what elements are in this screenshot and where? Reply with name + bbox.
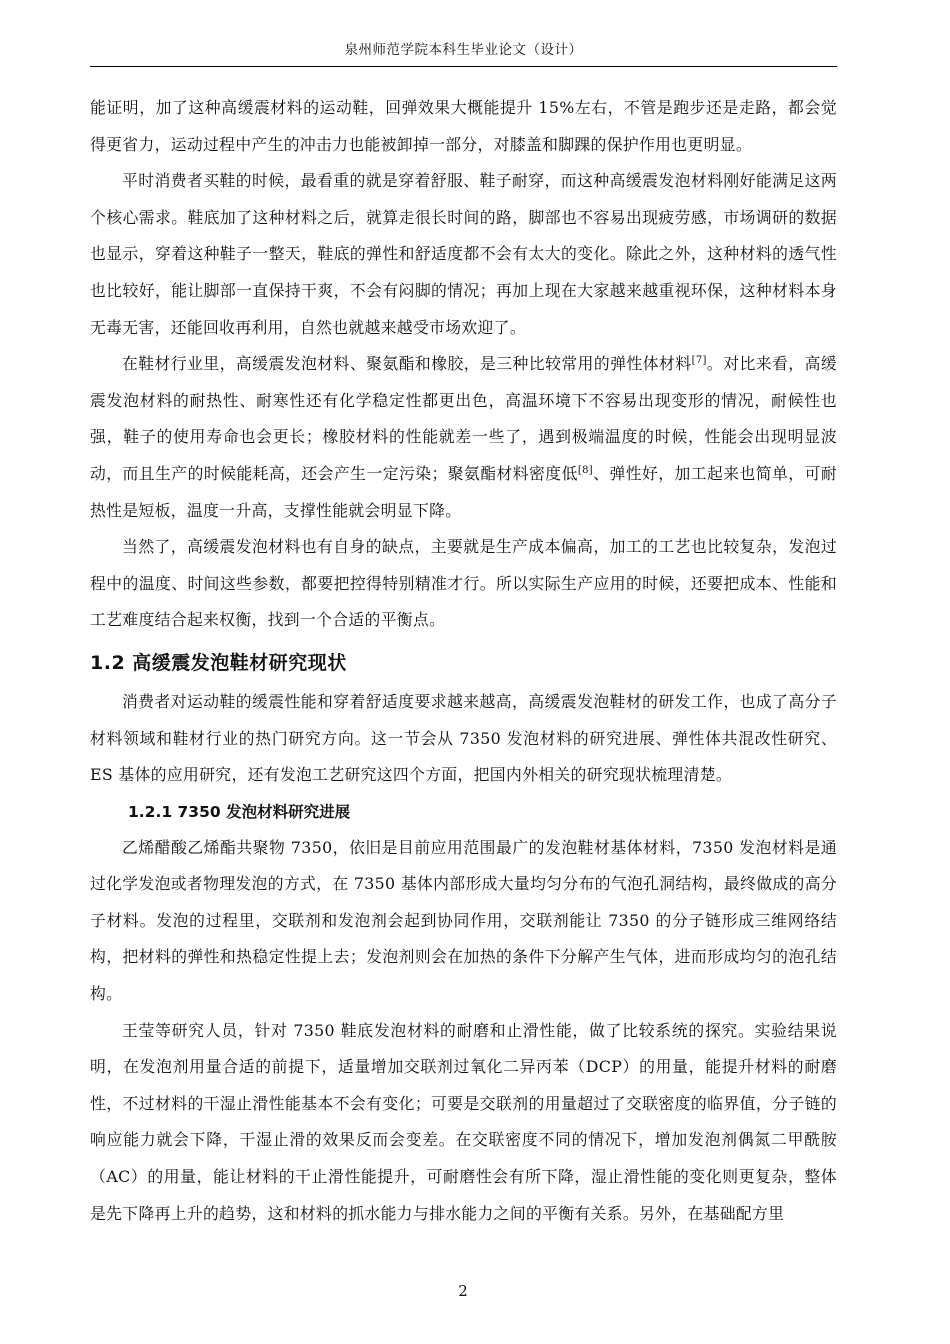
page-body bbox=[90, 90, 837, 1232]
comparison-text-part-2: 。对比来看，高缓震发泡材料的耐热性、耐寒性还有化学稳定性都更出色，高温环境下不容易出现变形的情况，耐候性也强，鞋子的使用寿命也会更长；橡胶材料的性能就差一些了，遇到极端温度的时候，性能会出现明显波动，而且生产的时候能耗高，还会产生一定污染；聚氨酯材料密度低 bbox=[90, 354, 837, 483]
paragraph-wang-ying-study: 王莹等研究人员，针对 7350 鞋底发泡材料的耐磨和止滑性能，做了比较系统的探究。实验结果说明，在发泡剂用量合适的前提下，适量增加交联剂过氧化二异丙苯（DCP）的用量，能提升材料的耐磨性，不过材料的干湿止滑性能基本不会有变化；可要是交联剂的用量超过了交联密度的临界值，分子链的响应能力就会下降，干湿止滑的效果反而会变差。在交联密度不同的情况下，增加发泡剂偶氮二甲酰胺（AC）的用量，能让材料的干止滑性能提升，可耐磨性会有所下降，湿止滑性能的变化则更复杂，整体是先下降再上升的趋势，这和材料的抓水能力与排水能力之间的平衡有关系。另外，在基础配方里 bbox=[90, 1020, 837, 1223]
paragraph-eva-overview: 乙烯醋酸乙烯酯共聚物 7350，依旧是目前应用范围最广的发泡鞋材基体材料，7350 发泡材料是通过化学发泡或者物理发泡的方式，在 7350 基体内部形成大量均匀分布的气泡孔洞结构，最终做成的高分子材料。发泡的过程里，交联剂和发泡剂会起到协同作用，交联剂能让 7350 的分子链形成三维网络结构，把材料的弹性和热稳定性提上去；发泡剂则会在加热的条件下分解产生气体，进而形成均匀的泡孔结构。 bbox=[90, 837, 837, 1004]
paragraph-material-comparison bbox=[90, 346, 837, 529]
comparison-text-part-1: 在鞋材行业里，高缓震发泡材料、聚氨酯和橡胶，是三种比较常用的弹性体材料 bbox=[122, 354, 692, 374]
citation-ref-8[interactable]: [8] bbox=[577, 464, 594, 476]
running-header: 泉州师范学院本科生毕业论文（设计） bbox=[344, 42, 583, 58]
paragraph-drawbacks: 当然了，高缓震发泡材料也有自身的缺点，主要就是生产成本偏高，加工的工艺也比较复杂，发泡过程中的温度、时间这些参数，都要把控得特别精准才行。所以实际生产应用的时候，还要把成本、性能和工艺难度结合起来权衡，找到一个合适的平衡点。 bbox=[90, 537, 837, 630]
subsection-heading-1-2-1: 1.2.1 7350 发泡材料研究进展 bbox=[128, 802, 351, 821]
paragraph-section-intro: 消费者对运动鞋的缓震性能和穿着舒适度要求越来越高，高缓震发泡鞋材的研发工作，也成了高分子材料领域和鞋材行业的热门研究方向。这一节会从 7350 发泡材料的研究进展、弹性体共混改性研究、ES 基体的应用研究，还有发泡工艺研究这四个方面，把国内外相关的研究现状梳理清楚。 bbox=[90, 691, 837, 785]
page-number: 2 bbox=[458, 1282, 468, 1300]
header-divider bbox=[90, 66, 837, 67]
paragraph-continuation: 能证明，加了这种高缓震材料的运动鞋，回弹效果大概能提升 15%左右，不管是跑步还是走路，都会觉得更省力，运动过程中产生的冲击力也能被卸掉一部分，对膝盖和脚踝的保护作用也更明显。 bbox=[90, 98, 837, 154]
citation-ref-7[interactable]: [7] bbox=[691, 355, 707, 367]
comparison-text-part-3: 、弹性好，加工起来也简单，可耐热性是短板，温度一升高，支撑性能就会明显下降。 bbox=[90, 463, 837, 520]
section-heading-1-2: 1.2 高缓震发泡鞋材研究现状 bbox=[90, 651, 347, 674]
paragraph-consumer-needs: 平时消费者买鞋的时候，最看重的就是穿着舒服、鞋子耐穿，而这种高缓震发泡材料刚好能满足这两个核心需求。鞋底加了这种材料之后，就算走很长时间的路，脚部也不容易出现疲劳感，市场调研的数据也显示，穿着这种鞋子一整天，鞋底的弹性和舒适度都不会有太大的变化。除此之外，这种材料的透气性也比较好，能让脚部一直保持干爽，不会有闷脚的情况；再加上现在大家越来越重视环保，这种材料本身无毒无害，还能回收再利用，自然也就越来越受市场欢迎了。 bbox=[90, 171, 837, 337]
